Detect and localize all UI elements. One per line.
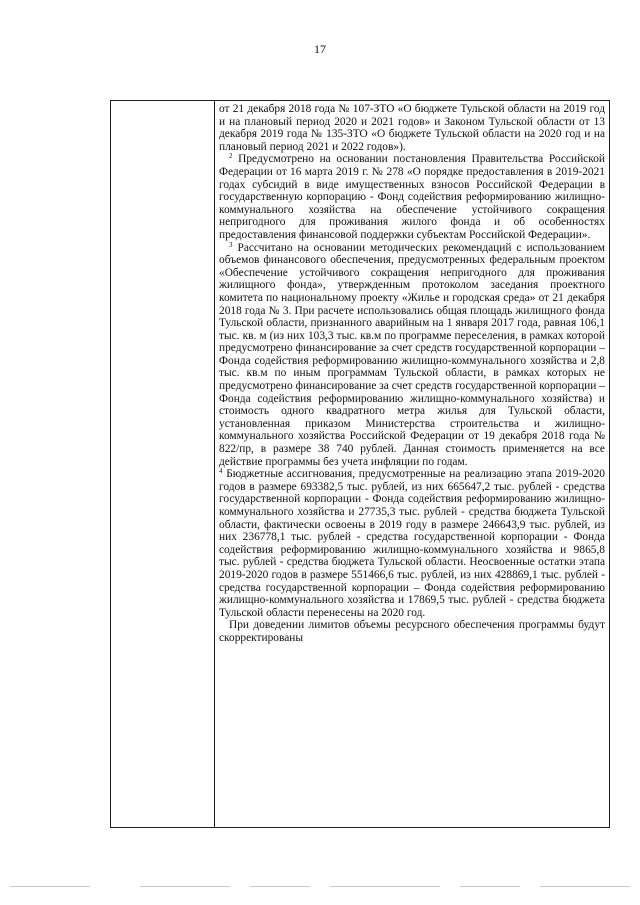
scan-mark	[140, 886, 230, 887]
footnote-3	[219, 242, 605, 469]
footnote-text: Рассчитано на основании методических рекомендаций с использованием объемов финансового обеспечения, предусмотренных федеральным проектом «Обеспечение устойчивого сокращения непригодного для проживания жилищного фонда», утвержденным протоколом заседания проектного комитета по национальному проекту «Жилье и городская среда» от 21 декабря 2018 года № 3. При расчете использовались общая площадь жилищного фонда Тульской области, признанного аварийным на 1 января 2017 года, равная 106,1 тыс. кв. м (из них 103,3 тыс. кв.м по программе переселения, в рамках которой предусмотрено финансирование за счет средств государственной корпорации – Фонда содействия реформированию жилищно-коммунального хозяйства и 2,8 тыс. кв.м по иным программам Тульской области, в рамках которых не предусмотрено финансирование за счет средств государственной корпорации – Фонда содействия реформированию жилищно-коммунального хозяйства) и стоимость одного квадратного метра жилья для Тульской области, установленная приказом Министерства строительства и жилищно-коммунального хозяйства Российской Федерации от 19 декабря 2018 года № 822/пр, в размере 38 740 рублей. Данная стоимость применяется на все действие программы без учета инфляции по годам.	[219, 241, 605, 468]
scan-mark	[540, 886, 630, 887]
closing-paragraph: При доведении лимитов объемы ресурсного обеспечения программы будут скорректированы	[219, 619, 605, 644]
table-left-column	[111, 101, 215, 827]
table-right-column	[215, 101, 609, 645]
scan-mark	[250, 886, 310, 887]
scan-mark	[10, 886, 90, 887]
scan-mark	[460, 886, 520, 887]
document-table	[110, 100, 610, 828]
footnote-marker: 2	[229, 152, 233, 161]
page-number: 17	[314, 42, 326, 56]
footnote-text: Бюджетные ассигнования, предусмотренные на реализацию этапа 2019-2020 годов в размере 693382,5 тыс. рублей, из них 665647,2 тыс. рублей - средства государственной корпорации - Фонда содействия реформированию жилищно-коммунального хозяйства и 27735,3 тыс. рублей - средства бюджета Тульской области, фактически освоены в 2019 году в размере 246643,9 тыс. рублей, из них 236778,1 тыс. рублей - средства государственной корпорации - Фонда содействия реформированию жилищно-коммунального хозяйства и 9865,8 тыс. рублей - средства бюджета Тульской области. Неосвоенные остатки этапа 2019-2020 годов в размере 551466,6 тыс. рублей, из них 428869,1 тыс. рублей - средства государственной корпорации – Фонда содействия реформированию жилищно-коммунального хозяйства и 17869,5 тыс. рублей - средства бюджета Тульской области перенесены на 2020 год.	[219, 468, 605, 619]
footnote-2	[219, 153, 605, 241]
scan-mark	[330, 886, 440, 887]
footnote-marker: 3	[229, 240, 233, 249]
footnote-text: Предусмотрено на основании постановления Правительства Российской Федерации от 16 марта 2019 г. № 278 «О порядке предоставления в 2019-2021 годах субсидий в виде имущественных взносов Российской Федерации в государственную корпорацию - Фонд содействия реформированию жилищно-коммунального хозяйства на обеспечение устойчивого сокращения непригодного для проживания жилого фонда и об особенностях предоставления финансовой поддержки субъектам Российской Федерации».	[219, 153, 605, 241]
footnote-4	[219, 468, 605, 619]
scan-edge-marks	[0, 884, 640, 890]
continuation-paragraph: от 21 декабря 2018 года № 107-ЗТО «О бюджете Тульской области на 2019 год и на плановый период 2020 и 2021 годов» и Законом Тульской области от 13 декабря 2019 года № 135-ЗТО «О бюджете Тульской области на 2020 год и на плановый период 2021 и 2022 годов»).	[219, 103, 605, 153]
footnote-marker: 4	[219, 467, 223, 476]
